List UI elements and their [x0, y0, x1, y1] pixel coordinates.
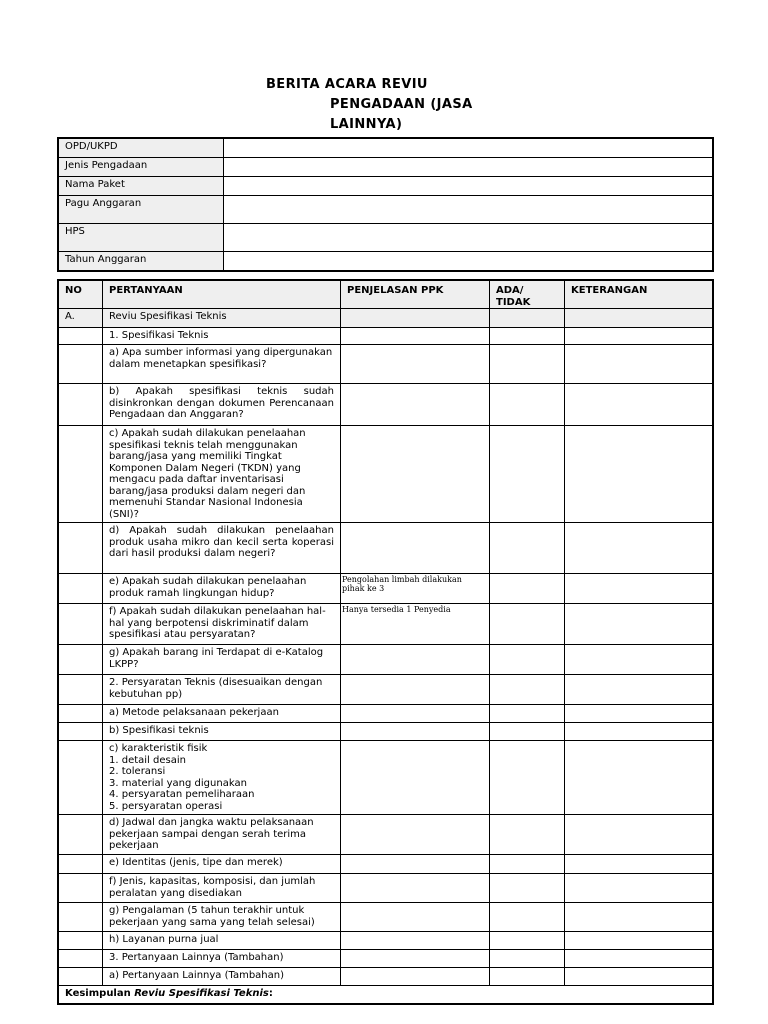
info-table — [57, 137, 714, 272]
info-value-pagu[interactable] — [224, 195, 714, 223]
question-text: a) Pertanyaan Lainnya (Tambahan) — [103, 968, 341, 986]
review-table — [57, 279, 714, 1005]
info-value-jenis[interactable] — [224, 157, 714, 176]
info-label-jenis: Jenis Pengadaan — [58, 157, 224, 176]
question-text: a) Apa sumber informasi yang dipergunakan dalam menetapkan spesifikasi? — [103, 345, 341, 384]
question-text: e) Identitas (jenis, tipe dan merek) — [103, 855, 341, 874]
header-keterangan: KETERANGAN — [565, 280, 714, 309]
question-text: b) Spesifikasi teknis — [103, 723, 341, 741]
header-ada-tidak: ADA/ TIDAK — [490, 280, 565, 309]
table-header-row — [58, 280, 713, 309]
table-row — [58, 741, 713, 815]
question-text: c) karakteristik fisik 1. detail desain 2. toleransi 3. material yang digunakan 4. persyaratan pemeliharaan 5. persyaratan operasi — [103, 741, 341, 815]
title-line-3: LAINNYA) — [330, 117, 403, 132]
table-row — [58, 874, 713, 903]
table-row — [58, 384, 713, 426]
table-row — [58, 815, 713, 855]
question-text: b) Apakah spesifikasi teknis sudah disinkronkan dengan dokumen Perencanaan Pengadaan dan Anggaran? — [103, 384, 341, 426]
info-value-nama-paket[interactable] — [224, 176, 714, 195]
info-value-hps[interactable] — [224, 223, 714, 251]
table-row — [58, 968, 713, 986]
section-row — [58, 309, 713, 328]
question-text: g) Pengalaman (5 tahun terakhir untuk pekerjaan yang sama yang telah selesai) — [103, 903, 341, 932]
conclusion-label[interactable]: Kesimpulan Reviu Spesifikasi Teknis: — [58, 986, 713, 1004]
question-text: f) Jenis, kapasitas, komposisi, dan jumlah peralatan yang disediakan — [103, 874, 341, 903]
info-label-tahun: Tahun Anggaran — [58, 251, 224, 271]
question-text: 1. Spesifikasi Teknis — [103, 328, 341, 345]
table-row — [58, 604, 713, 645]
question-text: 2. Persyaratan Teknis (disesuaikan dengan kebutuhan pp) — [103, 675, 341, 705]
document-title — [266, 75, 473, 135]
info-label-hps: HPS — [58, 223, 224, 251]
title-line-1: BERITA ACARA REVIU — [266, 77, 428, 92]
info-value-opd[interactable] — [224, 138, 714, 157]
header-no: NO — [58, 280, 103, 309]
question-text: 3. Pertanyaan Lainnya (Tambahan) — [103, 950, 341, 968]
table-row — [58, 855, 713, 874]
info-label-nama-paket: Nama Paket — [58, 176, 224, 195]
table-row — [58, 523, 713, 574]
question-text: e) Apakah sudah dilakukan penelaahan produk ramah lingkungan hidup? — [103, 574, 341, 604]
table-row — [58, 574, 713, 604]
header-pertanyaan: PERTANYAAN — [103, 280, 341, 309]
section-label: Reviu Spesifikasi Teknis — [103, 309, 341, 328]
table-row — [58, 675, 713, 705]
question-text: d) Jadwal dan jangka waktu pelaksanaan pekerjaan sampai dengan serah terima pekerjaan — [103, 815, 341, 855]
question-text: h) Layanan purna jual — [103, 932, 341, 950]
table-row — [58, 932, 713, 950]
question-text: g) Apakah barang ini Terdapat di e-Katalog LKPP? — [103, 645, 341, 675]
info-label-pagu: Pagu Anggaran — [58, 195, 224, 223]
table-row — [58, 903, 713, 932]
header-penjelasan: PENJELASAN PPK — [341, 280, 490, 309]
conclusion-row — [58, 986, 713, 1004]
table-row — [58, 723, 713, 741]
question-text: f) Apakah sudah dilakukan penelaahan hal-hal yang berpotensi diskriminatif dalam spesifikasi atau persyaratan? — [103, 604, 341, 645]
question-text: a) Metode pelaksanaan pekerjaan — [103, 705, 341, 723]
table-row — [58, 426, 713, 523]
ppk-note[interactable]: Hanya tersedia 1 Penyedia — [341, 604, 490, 645]
table-row — [58, 345, 713, 384]
info-label-opd: OPD/UKPD — [58, 138, 224, 157]
question-text: d) Apakah sudah dilakukan penelaahan produk usaha mikro dan kecil serta koperasi dari hasil produksi dalam negeri? — [103, 523, 341, 574]
table-row — [58, 705, 713, 723]
section-no: A. — [58, 309, 103, 328]
table-row — [58, 328, 713, 345]
question-text: c) Apakah sudah dilakukan penelaahan spesifikasi teknis telah menggunakan barang/jasa yang memiliki Tingkat Komponen Dalam Negeri (TKDN) yang mengacu pada daftar inventarisasi barang/jasa produksi dalam negeri dan memenuhi Standar Nasional Indonesia (SNI)? — [103, 426, 341, 523]
title-line-2: PENGADAAN (JASA — [330, 97, 473, 112]
table-row — [58, 950, 713, 968]
table-row — [58, 645, 713, 675]
info-value-tahun[interactable] — [224, 251, 714, 271]
ppk-note[interactable]: Pengolahan limbah dilakukan pihak ke 3 — [341, 574, 490, 604]
